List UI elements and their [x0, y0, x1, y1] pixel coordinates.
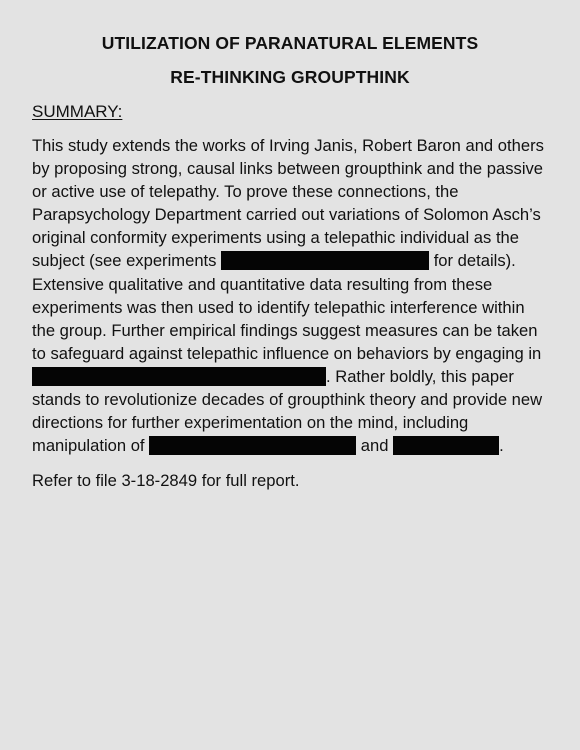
summary-paragraph	[32, 134, 548, 457]
redaction-bar-manipulation-a	[149, 436, 356, 455]
document-subtitle: RE-THINKING GROUPTHINK	[170, 67, 410, 87]
refer-note: Refer to file 3-18-2849 for full report.	[32, 471, 300, 491]
summary-text-4: and	[356, 436, 394, 456]
redaction-bar-measures	[32, 367, 326, 386]
document-title: UTILIZATION OF PARANATURAL ELEMENTS	[101, 33, 479, 53]
redaction-bar-manipulation-b	[393, 436, 499, 455]
summary-text-1: This study extends the works of Irving Janis, Robert Baron and others by proposing strong, causal links between groupthink and the passive or active use of telepathy. To prove these connections, the Parapsychology Department carried out variations of Solomon Asch’s original conformity experiments using a telepathic individual as the subject (see experiments	[32, 136, 544, 271]
redaction-bar-experiments	[221, 251, 429, 270]
summary-text-5: .	[499, 436, 504, 456]
summary-text-3: . Rather boldly, this paper stands to revolutionize decades of groupthink theory and provide new directions for further experimentation on the mind, including manipulation of	[32, 366, 543, 456]
summary-text-2: for details). Extensive qualitative and quantitative data resulting from these experiments was then used to identify telepathic interference within the group. Further empirical findings suggest measures can be taken to safeguard against telepathic influence on behaviors by engaging in	[32, 251, 542, 363]
summary-heading: SUMMARY:	[32, 102, 123, 121]
